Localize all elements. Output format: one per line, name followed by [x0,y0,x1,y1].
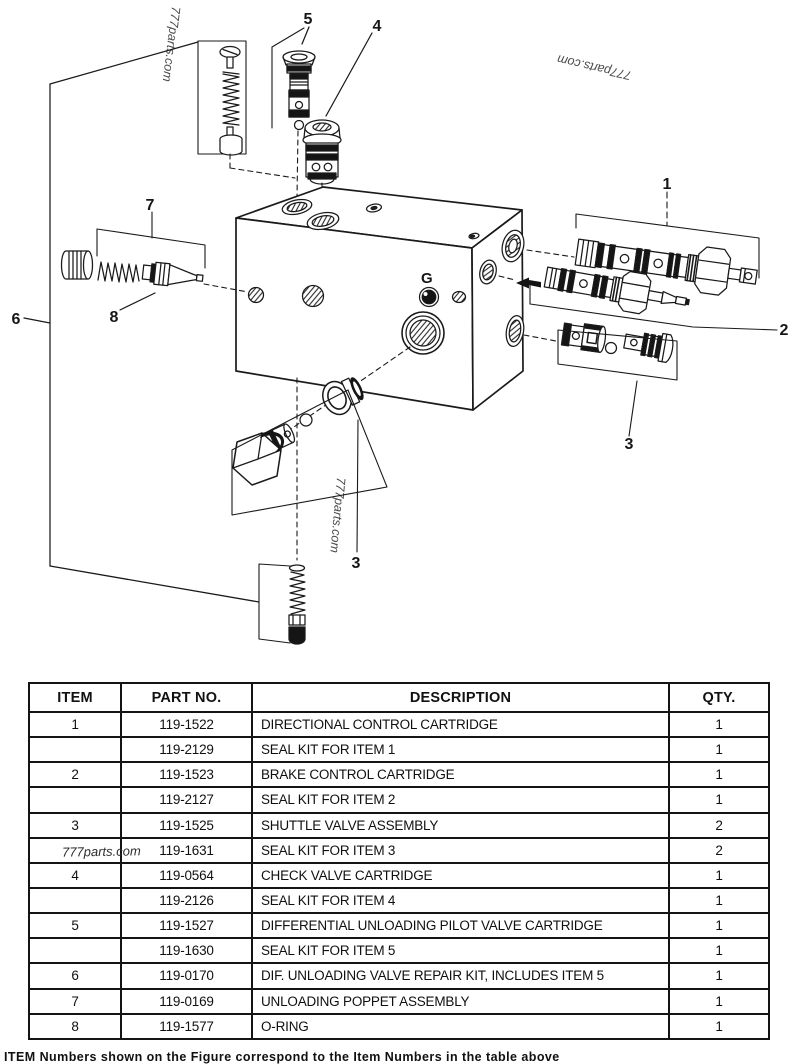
cell-description: BRAKE CONTROL CARTRIDGE [252,762,669,787]
item6-bracket [24,42,259,602]
header-item: ITEM [29,683,121,712]
item8-poppet [142,261,204,289]
cell-part-no: 119-1630 [121,938,252,963]
table-row [29,963,769,988]
cell-description: SEAL KIT FOR ITEM 5 [252,938,669,963]
cell-qty: 1 [669,737,769,762]
front-port-oval [453,292,466,303]
cell-description: O-RING [252,1014,669,1039]
cell-description: SEAL KIT FOR ITEM 1 [252,737,669,762]
cell-part-no: 119-1525 [121,813,252,838]
kit-dashed-lines [230,154,295,178]
gauge-port-label: G [421,270,433,287]
cell-item [29,737,121,762]
callout-6: 6 [11,311,21,328]
table-row [29,863,769,888]
callout4-leader [326,33,372,116]
cell-qty: 2 [669,838,769,863]
callout-3-right: 3 [624,436,634,453]
callout-1: 1 [662,176,672,193]
cell-description: CHECK VALVE CARTRIDGE [252,863,669,888]
cell-qty: 1 [669,963,769,988]
cell-part-no: 119-1631 [121,838,252,863]
cell-item [29,888,121,913]
cell-item: 3 [29,813,121,838]
cell-part-no: 119-1523 [121,762,252,787]
callout-5: 5 [303,11,313,28]
header-part-no: PART NO. [121,683,252,712]
kit-piston [220,127,242,155]
cell-item [29,787,121,812]
cropped-text-line [4,1050,796,1064]
callout8-leader [120,293,155,310]
parts-table [28,682,770,1040]
cell-qty: 2 [669,813,769,838]
bottom-spring-valve [289,565,305,644]
parts-table-body [29,712,769,1039]
cell-part-no: 119-2127 [121,787,252,812]
cell-part-no: 119-1522 [121,712,252,737]
watermark-near-table: 777parts.com [61,843,141,860]
kit-screw [220,47,240,69]
callout-2: 2 [779,322,789,339]
table-row [29,813,769,838]
cell-part-no: 119-0564 [121,863,252,888]
cell-part-no: 119-1527 [121,913,252,938]
cropped-text: ITEM Numbers shown on the Figure correspond to the Item Numbers in the table above [4,1050,560,1064]
cell-qty: 1 [669,762,769,787]
front-port-medium [303,286,324,307]
cell-item: 8 [29,1014,121,1039]
cell-description: SHUTTLE VALVE ASSEMBLY [252,813,669,838]
callout-8: 8 [109,309,119,326]
kit-spring [223,72,239,125]
callout-3-bottom: 3 [351,555,361,572]
table-row [29,1014,769,1039]
header-description: DESCRIPTION [252,683,669,712]
item5-ball [295,121,304,130]
valve-block [236,187,523,410]
cell-part-no: 119-0170 [121,963,252,988]
table-row [29,712,769,737]
watermark-top-left: 777parts.com [159,5,183,83]
cell-qty: 1 [669,938,769,963]
header-qty: QTY. [669,683,769,712]
cell-item: 7 [29,989,121,1014]
bottom-kit-bracket [259,564,290,643]
cell-description: SEAL KIT FOR ITEM 4 [252,888,669,913]
gauge-port [420,288,439,307]
cell-qty: 1 [669,712,769,737]
cell-description: DIFFERENTIAL UNLOADING PILOT VALVE CARTRIDGE [252,913,669,938]
cell-qty: 1 [669,863,769,888]
cell-qty: 1 [669,888,769,913]
item7-spring [98,262,139,282]
cell-part-no: 119-1577 [121,1014,252,1039]
watermark-top-right: 777parts.com [555,52,633,83]
table-header-row [29,683,769,712]
cell-description: DIF. UNLOADING VALVE REPAIR KIT, INCLUDES ITEM 5 [252,963,669,988]
cell-item: 2 [29,762,121,787]
item5-pilot-valve-cartridge [283,51,315,117]
callout-4: 4 [372,18,382,35]
table-row [29,787,769,812]
item7-bracket [97,212,205,268]
watermark-center: 777parts.com [327,476,348,554]
item3-ball-right [606,343,617,354]
item3-bottom-ball [300,414,312,426]
callout-7: 7 [145,197,155,214]
cell-item [29,938,121,963]
cell-qty: 1 [669,913,769,938]
cell-qty: 1 [669,1014,769,1039]
item3-shuttle-part-b [623,327,675,363]
item3-shuttle-part-a [561,321,607,353]
table-row [29,737,769,762]
table-row [29,888,769,913]
cell-part-no: 119-0169 [121,989,252,1014]
cell-item: 5 [29,913,121,938]
cell-qty: 1 [669,989,769,1014]
cell-item: 1 [29,712,121,737]
cell-part-no: 119-2126 [121,888,252,913]
table-row [29,938,769,963]
table-row [29,762,769,787]
table-row [29,913,769,938]
table-row [29,989,769,1014]
item4-check-valve-cartridge [303,120,341,184]
cell-description: SEAL KIT FOR ITEM 2 [252,787,669,812]
cell-part-no: 119-2129 [121,737,252,762]
cell-item: 6 [29,963,121,988]
cell-description: DIRECTIONAL CONTROL CARTRIDGE [252,712,669,737]
callout5-leader [302,27,309,44]
item7-plug [62,251,93,279]
cell-description: UNLOADING POPPET ASSEMBLY [252,989,669,1014]
cell-qty: 1 [669,787,769,812]
cell-description: SEAL KIT FOR ITEM 3 [252,838,669,863]
cell-item: 4 [29,863,121,888]
front-port-small [249,288,264,303]
